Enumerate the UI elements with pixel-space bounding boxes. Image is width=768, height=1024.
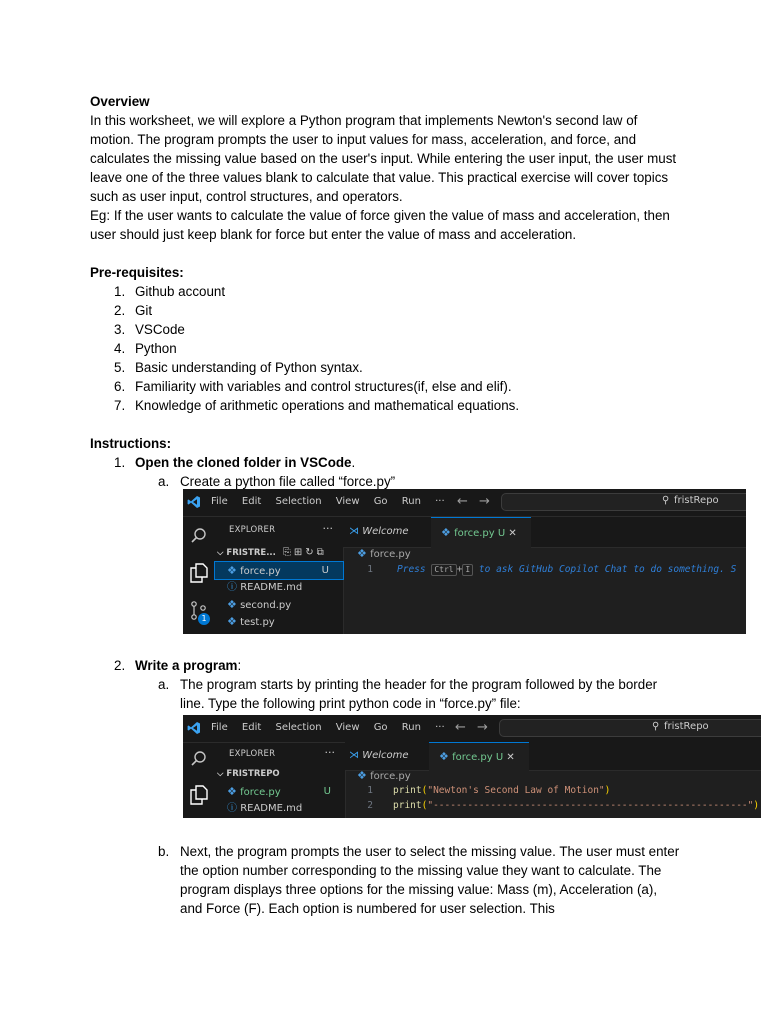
- menu-more[interactable]: ···: [435, 722, 445, 733]
- file-name: force.py: [240, 566, 281, 577]
- menu-selection[interactable]: Selection: [275, 496, 322, 507]
- back-arrow-icon[interactable]: ←: [455, 720, 466, 735]
- explorer-title: EXPLORER: [229, 525, 276, 535]
- source-control-badge: 1: [198, 613, 210, 625]
- code-paren: ): [604, 785, 611, 796]
- python-file-icon: ❖: [357, 547, 367, 560]
- menu-bar: [183, 489, 746, 517]
- vscode-logo-icon: [187, 495, 201, 509]
- line-number: 1: [367, 785, 373, 796]
- menu-more[interactable]: ···: [435, 496, 445, 507]
- chevron-down-icon: ⌵: [217, 548, 227, 558]
- editor-line-1[interactable]: [343, 564, 746, 576]
- key-plus: +: [456, 564, 463, 575]
- menu-view[interactable]: View: [335, 496, 360, 507]
- list-number: 7.: [114, 398, 126, 413]
- python-file-icon: ❖: [441, 526, 451, 539]
- tab-label: Welcome: [362, 526, 409, 537]
- menu-run[interactable]: Run: [401, 722, 421, 733]
- search-icon: ⚲: [652, 721, 660, 732]
- code-function: print: [393, 800, 422, 811]
- breadcrumb-file: force.py: [370, 771, 411, 782]
- list-item: [90, 396, 680, 415]
- tab-force-py[interactable]: [431, 517, 531, 548]
- search-text: fristRepo: [674, 495, 719, 506]
- list-text: Basic understanding of Python syntax.: [135, 360, 363, 375]
- file-status: U: [321, 565, 329, 576]
- step-2b-text: Next, the program prompts the user to select the missing value. The user must enter the option number corresponding to the missing value they want to calculate. The program displays three options for the missing value: Mass (m), Acceleration (a), and Force (F). Each option is numbered for user selection. This: [180, 844, 680, 916]
- tab-force-py[interactable]: [429, 742, 529, 771]
- file-second-py[interactable]: [215, 596, 343, 613]
- explorer-files-icon[interactable]: [190, 785, 208, 805]
- overview-paragraph-2: Eg: If the user wants to calculate the value of force given the value of mass and acceleration, then user should just keep blank for force but enter the value of mass and acceleration.: [90, 208, 670, 242]
- python-file-icon: ❖: [227, 564, 237, 577]
- back-arrow-icon[interactable]: ←: [457, 494, 468, 509]
- list-text: Knowledge of arithmetic operations and mathematical equations.: [135, 398, 520, 413]
- list-letter: a.: [158, 474, 170, 489]
- editor-tabs: [345, 742, 761, 771]
- menu: [211, 496, 456, 507]
- file-name: test.py: [240, 617, 275, 628]
- folder-header[interactable]: [217, 547, 327, 558]
- close-icon[interactable]: ✕: [508, 528, 517, 539]
- code-paren: ): [753, 800, 760, 811]
- list-number: 2.: [114, 303, 126, 318]
- list-item: [90, 377, 680, 396]
- step-1a-text: Create a python file called “force.py”: [180, 474, 396, 489]
- python-file-icon: ❖: [227, 615, 237, 628]
- file-readme-md[interactable]: [215, 579, 343, 596]
- list-text: Python: [135, 341, 177, 356]
- editor-line-2[interactable]: [345, 800, 761, 811]
- list-number: 6.: [114, 379, 126, 394]
- list-item: [90, 358, 680, 377]
- prerequisites-heading: Pre-requisites:: [90, 265, 184, 280]
- file-name: README.md: [240, 582, 303, 593]
- list-number: 2.: [114, 658, 126, 673]
- step-2-title: Write a program: [135, 658, 238, 673]
- more-actions-icon[interactable]: ···: [324, 746, 335, 759]
- explorer-sidebar: [215, 517, 344, 634]
- menu-selection[interactable]: Selection: [275, 722, 322, 733]
- code-paren: (: [421, 785, 428, 796]
- step-2-suffix: :: [237, 658, 242, 673]
- menu-edit[interactable]: Edit: [241, 722, 262, 733]
- menu: [211, 722, 456, 733]
- more-actions-icon[interactable]: ···: [322, 522, 333, 535]
- list-text: VSCode: [135, 322, 185, 337]
- key-ctrl: Ctrl: [431, 564, 456, 576]
- key-i: I: [462, 564, 473, 576]
- chevron-down-icon: ⌵: [217, 769, 227, 779]
- close-icon[interactable]: ✕: [506, 752, 515, 763]
- file-status: U: [323, 786, 331, 797]
- list-text: Git: [135, 303, 153, 318]
- list-number: 5.: [114, 360, 126, 375]
- python-file-icon: ❖: [227, 785, 237, 798]
- list-text: Familiarity with variables and control structures(if, else and elif).: [135, 379, 512, 394]
- document-body-2: [90, 656, 680, 713]
- folder-name: FRISTRE...: [226, 548, 276, 558]
- menu-go[interactable]: Go: [373, 496, 388, 507]
- list-number: 1.: [114, 284, 126, 299]
- vscode-screenshot-1: [183, 489, 746, 634]
- forward-arrow-icon[interactable]: →: [479, 494, 490, 509]
- menu-go[interactable]: Go: [373, 722, 388, 733]
- python-file-icon: ❖: [357, 769, 367, 782]
- editor-line-1[interactable]: [345, 785, 761, 796]
- line-number: 2: [367, 800, 373, 811]
- folder-header[interactable]: [217, 769, 280, 779]
- list-item: [90, 282, 680, 301]
- step-2a: [90, 675, 680, 713]
- breadcrumb[interactable]: [357, 547, 411, 560]
- menu-view[interactable]: View: [335, 722, 360, 733]
- overview-paragraph-1: In this worksheet, we will explore a Python program that implements Newton's second law of motion. The program prompts the user to input values for mass, acceleration, and force, and calculates the missing value based on the user's input. While entering the user input, the user must leave one of the three values blank to calculate that value. This practical exercise will cover topics such as user input, control structures, and operators.: [90, 113, 677, 204]
- list-letter: a.: [158, 677, 170, 692]
- list-item: [90, 339, 680, 358]
- menu-run[interactable]: Run: [401, 496, 421, 507]
- breadcrumb[interactable]: [357, 769, 411, 782]
- breadcrumb-file: force.py: [370, 549, 411, 560]
- step-1-title: Open the cloned folder in VSCode: [135, 455, 352, 470]
- vscode-logo-icon: ⋊: [349, 750, 359, 761]
- tab-welcome[interactable]: [349, 517, 429, 547]
- search-text: fristRepo: [664, 721, 709, 732]
- explorer-files-icon[interactable]: [190, 563, 208, 583]
- file-readme-md[interactable]: [215, 800, 345, 817]
- forward-arrow-icon[interactable]: →: [477, 720, 488, 735]
- folder-name: FRISTREPO: [226, 769, 280, 779]
- list-number: 1.: [114, 455, 126, 470]
- file-test-py[interactable]: [215, 613, 343, 630]
- info-icon: ⓘ: [227, 803, 237, 814]
- tab-label: force.py U: [452, 752, 504, 763]
- list-number: 4.: [114, 341, 126, 356]
- prerequisites-list: [90, 282, 680, 415]
- code-string: "Newton's Second Law of Motion": [427, 785, 605, 796]
- explorer-sidebar: [215, 743, 346, 818]
- step-1-suffix: .: [351, 455, 356, 470]
- step-1: [90, 453, 680, 472]
- search-icon[interactable]: [190, 527, 208, 545]
- explorer-title: EXPLORER: [229, 749, 276, 759]
- document-body-3: [90, 842, 680, 918]
- instructions-heading: Instructions:: [90, 436, 172, 451]
- document-body: [90, 92, 680, 491]
- code-paren: (: [421, 800, 428, 811]
- vscode-screenshot-2: [183, 715, 761, 818]
- search-icon: ⚲: [662, 495, 670, 506]
- python-file-icon: ❖: [227, 598, 237, 611]
- file-force-py[interactable]: [215, 562, 343, 579]
- command-center-search[interactable]: [499, 719, 761, 737]
- menu-file[interactable]: File: [211, 496, 228, 507]
- tab-label: force.py U: [454, 528, 506, 539]
- copilot-hint-text: to ask GitHub Copilot Chat to do something. S: [478, 564, 737, 575]
- file-name: second.py: [240, 600, 292, 611]
- vscode-logo-icon: ⋊: [349, 526, 359, 537]
- info-icon: ⓘ: [227, 582, 237, 593]
- list-text: Github account: [135, 284, 226, 299]
- command-center-search[interactable]: [501, 493, 746, 511]
- menu-bar: [183, 715, 761, 743]
- menu-edit[interactable]: Edit: [241, 496, 262, 507]
- list-number: 3.: [114, 322, 126, 337]
- line-number: 1: [367, 564, 373, 575]
- editor-tabs: [343, 517, 746, 548]
- overview-heading: Overview: [90, 94, 150, 109]
- list-item: [90, 301, 680, 320]
- code-string: "-------------------------------------------------------": [427, 800, 754, 811]
- file-name: README.md: [240, 803, 303, 814]
- vscode-logo-icon: [187, 721, 201, 735]
- copilot-hint-press: Press: [397, 564, 426, 575]
- search-icon[interactable]: [190, 750, 208, 768]
- list-letter: b.: [158, 844, 170, 859]
- python-file-icon: ❖: [439, 750, 449, 763]
- menu-file[interactable]: File: [211, 722, 228, 733]
- step-2a-text: The program starts by printing the header for the program followed by the border line. Type the following print python code in “force.py” file:: [180, 677, 658, 711]
- tab-welcome[interactable]: [349, 742, 429, 770]
- new-file-folder-refresh-collapse-icons[interactable]: ⎘⊞↻⧉: [282, 547, 327, 558]
- activity-bar: [183, 517, 216, 634]
- file-name: force.py: [240, 787, 281, 798]
- tab-label: Welcome: [362, 750, 409, 761]
- list-item: [90, 320, 680, 339]
- step-2: [90, 656, 680, 675]
- step-2b: [90, 842, 680, 918]
- file-force-py[interactable]: [215, 783, 345, 800]
- code-function: print: [393, 785, 422, 796]
- activity-bar: [183, 743, 216, 818]
